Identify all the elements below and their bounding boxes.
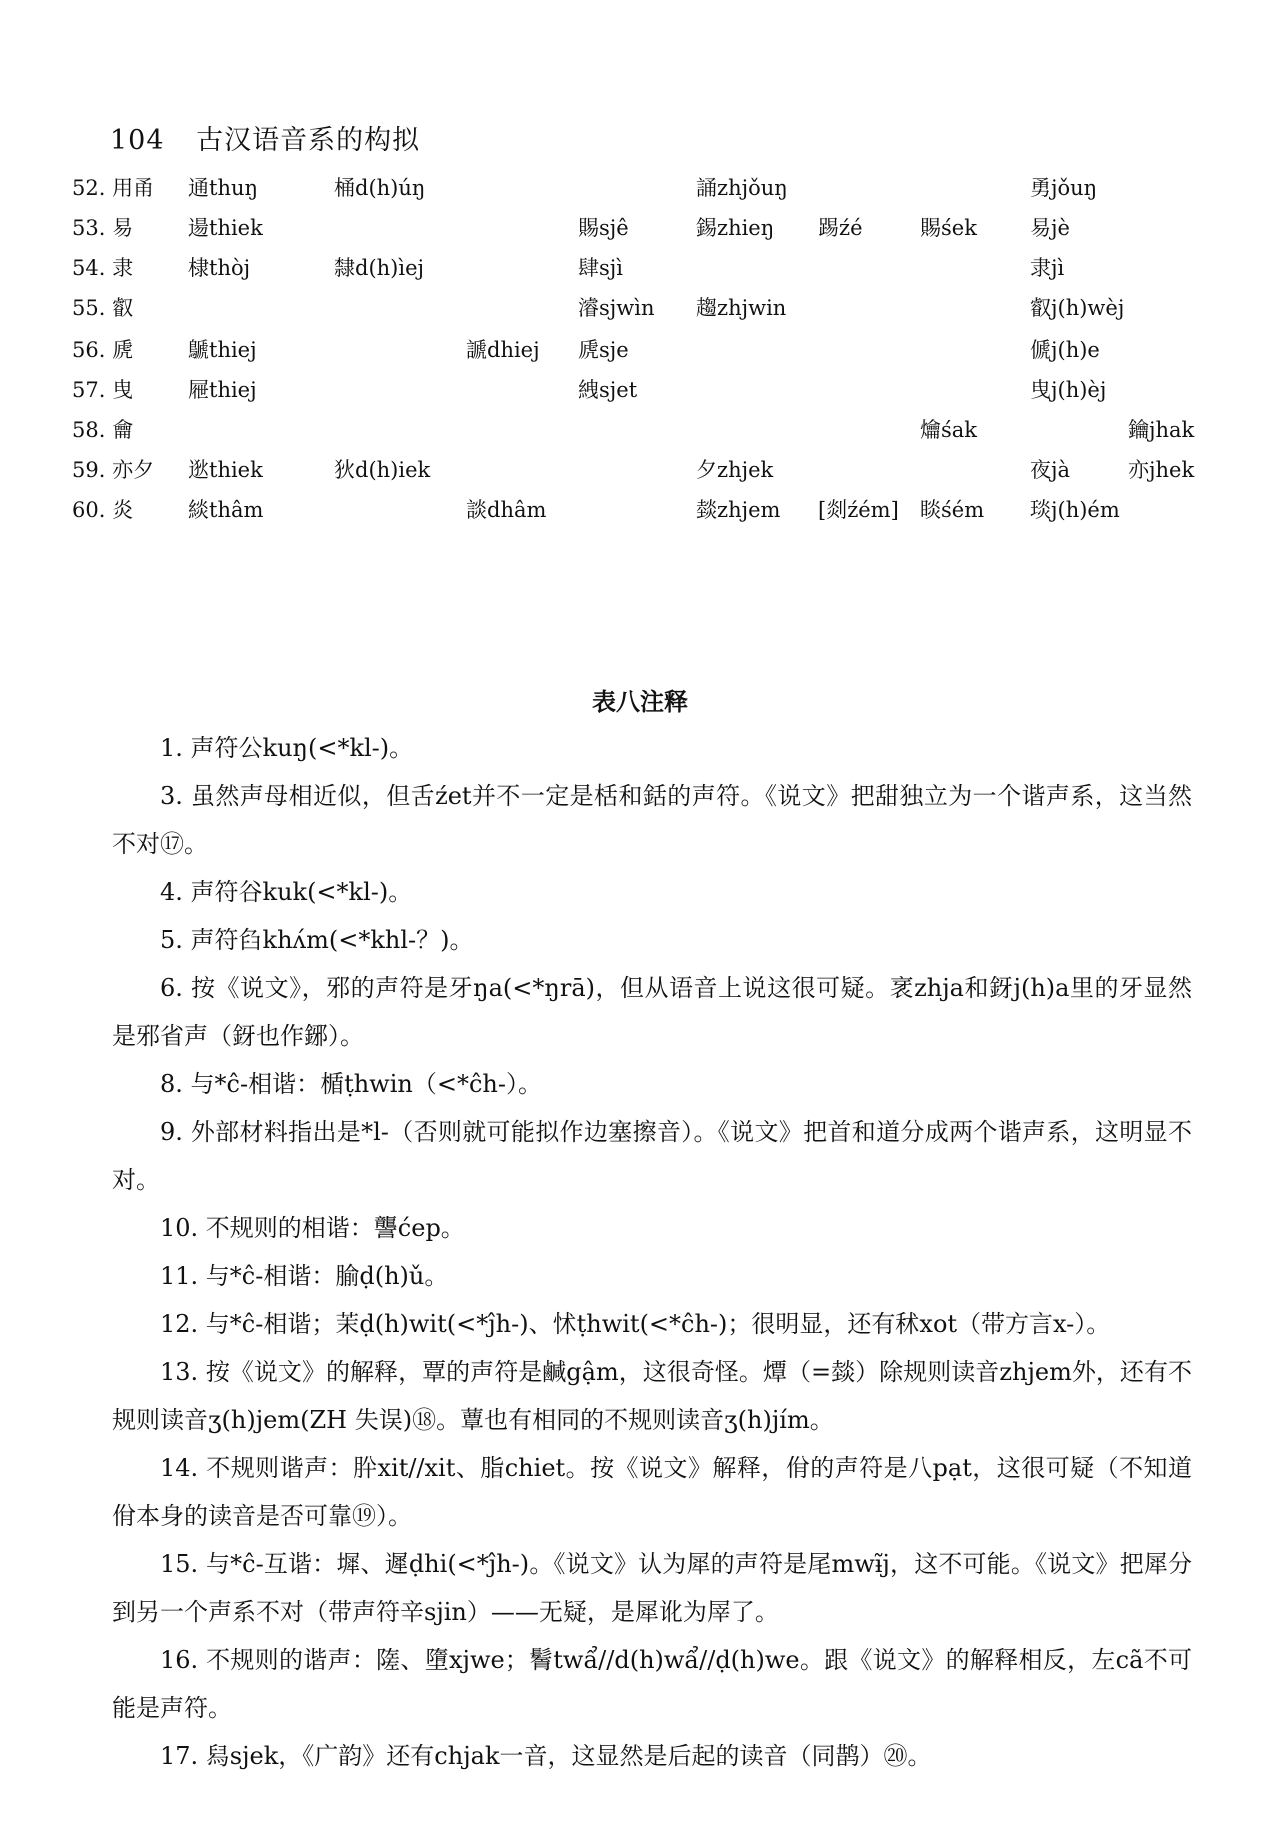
table-cell: 叡j(h)wèj	[1030, 296, 1125, 320]
table-cell: 虒sje	[578, 338, 629, 362]
row-label: 57. 曳	[72, 378, 134, 402]
table-cell: 勇jǒuŋ	[1030, 176, 1098, 200]
table-cell: 易jè	[1030, 216, 1070, 240]
page-number: 104	[110, 125, 165, 156]
notes-heading: 表八注释	[592, 687, 688, 716]
table-cell: 亦jhek	[1128, 458, 1195, 482]
table-cell: 睒śém	[920, 498, 985, 522]
table-cell: 緂thâm	[188, 498, 264, 522]
table-cell: 誦zhjǒuŋ	[696, 176, 788, 200]
note-paragraph: 5. 声符臽khʌ́m(<*khl-？)。	[160, 926, 474, 954]
row-label: 55. 叡	[72, 296, 134, 320]
note-paragraph: 16. 不规则的谐声：隓、墮xjwe；鬌twẩ//d(h)wẩ//ḍ(h)we。跟《说文》的解释相反，左cã不可能是声符。	[112, 1646, 1192, 1722]
note-paragraph: 8. 与*ĉ-相谐：楯ṭhwin（<*ĉh-）。	[160, 1070, 542, 1098]
table-row	[0, 454, 1280, 494]
note-paragraph: 11. 与*ĉ-相谐：腧ḍ(h)ǔ。	[160, 1262, 449, 1290]
row-label: 52. 用甬	[72, 176, 155, 200]
table-cell: 肆sjì	[578, 256, 624, 280]
table-row	[0, 252, 1280, 292]
note-paragraph: 6. 按《说文》，邪的声符是牙ŋa(<*ŋrā)，但从语音上说这很可疑。衺zhja和釾j(h)a里的牙显然是邪省声（釾也作鋣）。	[112, 974, 1192, 1050]
table-row	[0, 334, 1280, 374]
table-row	[0, 212, 1280, 252]
table-cell: 賜sjê	[578, 216, 629, 240]
table-cell: 屜thiej	[188, 378, 257, 402]
table-cell: 逖thiek	[188, 458, 263, 482]
note-paragraph: 12. 与*ĉ-相谐；茉ḍ(h)wit(<*ĵh-)、怵ṭhwit(<*ĉh-)；很明显，还有秫xot（带方言x-）。	[160, 1310, 1111, 1338]
table-cell: 傂j(h)e	[1030, 338, 1100, 362]
table-cell: 狄d(h)iek	[334, 458, 431, 482]
table-cell: 爚śak	[920, 418, 978, 442]
running-title: 古汉语音系的构拟	[196, 125, 421, 156]
table-cell: 趨zhjwin	[696, 296, 787, 320]
table-row	[0, 374, 1280, 414]
table-cell: 曳j(h)èj	[1030, 378, 1107, 402]
notes-section	[112, 724, 1192, 1780]
table-cell: 燅zhjem	[696, 498, 781, 522]
table-cell: 夜jà	[1030, 458, 1071, 482]
table-cell: 踢źé	[818, 216, 863, 240]
row-label: 60. 炎	[72, 498, 134, 522]
table-cell: 賜śek	[920, 216, 977, 240]
note-paragraph: 1. 声符公kuŋ(<*kl-)。	[160, 734, 414, 762]
row-label: 54. 隶	[72, 256, 134, 280]
table-cell: [剡źém]	[818, 498, 899, 522]
note-paragraph: 13. 按《说文》的解释，覃的声符是鹹gậm，这很奇怪。燂（=燅）除规则读音zhjem外，还有不规则读音ʒ(h)jem(ZH 失误)⑱。蕈也有相同的不规则读音ʒ(h)jím。	[112, 1358, 1192, 1434]
table-row	[0, 292, 1280, 332]
note-paragraph: 17. 舄sjek，《广韵》还有chjak一音，这显然是后起的读音（同鹊）⑳。	[160, 1742, 932, 1770]
note-paragraph: 3. 虽然声母相近似，但舌źet并不一定是栝和銛的声符。《说文》把甜独立为一个谐声系，这当然不对⑰。	[112, 782, 1192, 858]
table-cell: 絏sjet	[578, 378, 638, 402]
note-paragraph: 9. 外部材料指出是*l-（否则就可能拟作边塞擦音）。《说文》把首和道分成两个谐声系，这明显不对。	[112, 1118, 1192, 1194]
table-cell: 逿thiek	[188, 216, 263, 240]
note-paragraph: 14. 不规则谐声：肸xit//xit、脂chiet。按《说文》解释，佾的声符是八pạt，这很可疑（不知道佾本身的读音是否可靠⑲）。	[112, 1454, 1192, 1530]
table-cell: 琰j(h)ém	[1030, 498, 1120, 522]
row-label: 58. 龠	[72, 418, 134, 442]
table-cell: 鑰jhak	[1128, 418, 1195, 442]
table-row	[0, 414, 1280, 454]
table-cell: 鷈thiej	[188, 338, 257, 362]
table-row	[0, 494, 1280, 534]
note-paragraph: 10. 不规则的相谐：讋ćep。	[160, 1214, 465, 1242]
note-paragraph: 15. 与*ĉ-互谐：墀、遲ḍhi(<*ĵh-)。《说文》认为犀的声符是尾mwɨ̃j，这不可能。《说文》把犀分到另一个声系不对（带声符辛sjin）——无疑，是犀讹为屖了。	[112, 1550, 1192, 1626]
row-label: 56. 虒	[72, 338, 134, 362]
table-cell: 談dhâm	[466, 498, 547, 522]
table-cell: 濬sjwìn	[578, 296, 655, 320]
page-header	[110, 118, 420, 157]
table-cell: 通thuŋ	[188, 176, 259, 200]
table-cell: 錫zhieŋ	[696, 216, 775, 240]
row-label: 53. 易	[72, 216, 134, 240]
table-cell: 隶jì	[1030, 256, 1065, 280]
row-label: 59. 亦夕	[72, 458, 155, 482]
table-cell: 桶d(h)úŋ	[334, 176, 426, 200]
note-paragraph: 4. 声符谷kuk(<*kl-)。	[160, 878, 413, 906]
table-cell: 隸d(h)ìej	[334, 256, 425, 280]
table-cell: 夕zhjek	[696, 458, 774, 482]
table-cell: 棣thòj	[188, 256, 251, 280]
table-row	[0, 172, 1280, 212]
table-cell: 謕dhiej	[466, 338, 540, 362]
